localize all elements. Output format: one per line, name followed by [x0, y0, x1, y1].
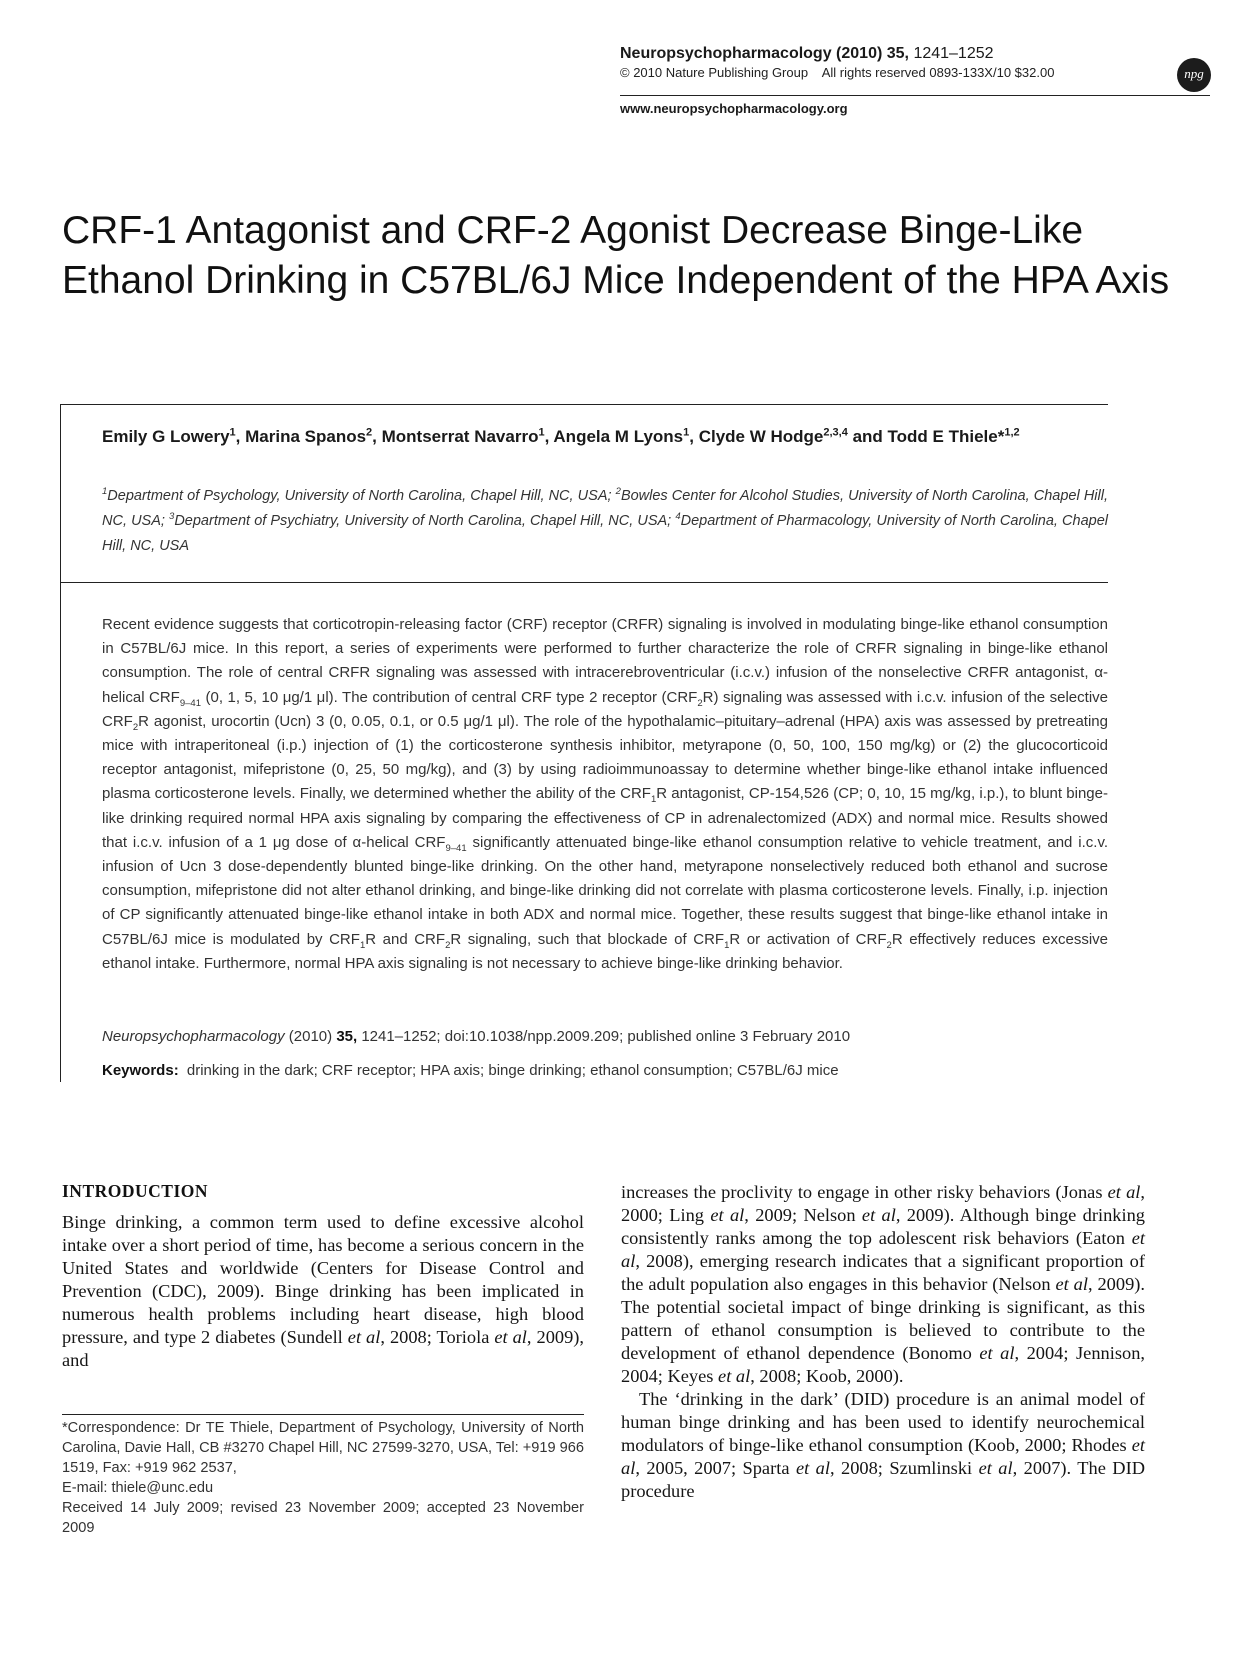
received-dates: Received 14 July 2009; revised 23 November 2009; accepted 23 November 2009 [62, 1500, 584, 1536]
body-text: , 2004; Jennison, 2004; Keyes [621, 1343, 1145, 1386]
abstract-subscript: 2 [886, 939, 892, 951]
abstract-subscript: 1 [650, 794, 657, 806]
author-separator: , [544, 427, 554, 446]
author-name: Todd E Thiele* [887, 427, 1005, 446]
et-al: et al [621, 1228, 1145, 1271]
article-title: CRF-1 Antagonist and CRF-2 Agonist Decrease Binge-Like Ethanol Drinking in C57BL/6J Mice Independent of the HPA Axis [62, 209, 1170, 302]
abstract-subscript: 1 [359, 939, 366, 951]
author-separator: , [235, 427, 246, 446]
header-divider [620, 95, 1210, 96]
author-affiliation-mark: 1,2 [1004, 426, 1020, 439]
author-affiliation-mark: 2,3,4 [823, 426, 848, 439]
citation-journal: Neuropsychopharmacology [102, 1028, 285, 1045]
abstract-text: R agonist, urocortin (Ucn) 3 (0, 0.05, 0.1, or 0.5 μg/1 μl). The role of the hypothalamic–pituitary–adrenal (HPA) axis was assessed by pretreating mice with intraperitoneal (i.p.) injection of (1) the corticosterone synthesis inhibitor, metyrapone (0, 50, 100, 150 mg/kg) or (2) the glucocorticoid receptor antagonist, mifepristone (0, 25, 50 mg/kg), and (3) by using radioimmunoassay to determine whether binge-like ethanol intake influenced plasma corticosterone levels. Finally, we determined whether the ability of the CRF [102, 712, 1108, 803]
keywords-label: Keywords: [102, 1062, 179, 1079]
author-name: Angela M Lyons [553, 427, 684, 446]
abstract-text: Recent evidence suggests that corticotropin-releasing factor (CRF) receptor (CRFR) signaling is involved in modulating binge-like ethanol consumption in C57BL/6J mice. In this report, a series of experiments were performed to further characterize the role of CRFR signaling in binge-like ethanol consumption. The role of central CRFR signaling was assessed with intracerebroventricular (i.c.v.) infusion of the nonselective CRFR antagonist, α-helical CRF [102, 616, 1108, 706]
abstract-subscript: 2 [132, 721, 139, 733]
intro-paragraph [621, 1388, 1145, 1503]
et-al: et al [861, 1205, 896, 1225]
et-al: et al [795, 1458, 830, 1478]
abstract-subscript: 1 [724, 939, 730, 951]
affiliation-mark: 2 [615, 486, 621, 498]
author-affiliation-mark: 1 [229, 426, 236, 439]
journal-pages: 1241–1252 [913, 45, 994, 62]
journal-line [620, 44, 1210, 64]
authors-bottom-divider [60, 582, 1108, 583]
body-text: , 2008; Koob, 2000). [750, 1366, 904, 1386]
footnote-divider [62, 1414, 584, 1415]
correspondence-email: E-mail: thiele@unc.edu [62, 1480, 214, 1496]
body-text: , 2009). Although binge drinking consistently ranks among the top adolescent risk behaviors (Eaton [621, 1205, 1145, 1248]
body-text: Binge drinking, a common term used to define excessive alcohol intake over a short period of time, has become a serious concern in the United States and worldwide (Centers for Disease Control and Prevention (CDC), 2009). Binge drinking has been implicated in numerous health problems including heart disease, high blood pressure, and type 2 diabetes (Sundell [62, 1212, 584, 1347]
author-separator: and [847, 427, 888, 446]
author-name: Clyde W Hodge [698, 427, 824, 446]
et-al: et al [1107, 1182, 1141, 1202]
body-text: The ‘drinking in the dark’ (DID) procedure is an animal model of human binge drinking and has been used to identify neurochemical modulators of binge-like ethanol consumption (Koob, 2000; Rhodes [621, 1389, 1145, 1455]
body-text: , 2008), emerging research indicates that a significant proportion of the adult population also engages in this behavior (Nelson [621, 1251, 1145, 1294]
affiliation-mark: 1 [102, 486, 108, 498]
abstract-subscript: 9–41 [445, 842, 467, 854]
intro-paragraph [62, 1211, 584, 1372]
copyright-line [620, 64, 1210, 82]
abstract-text: R signaling, such that blockade of CRF [450, 930, 725, 948]
affiliation-text: Department of Psychiatry, University of North Carolina, Chapel Hill, NC, USA; [174, 513, 676, 529]
abstract-subscript: 2 [697, 697, 703, 709]
et-al: et al [347, 1327, 381, 1347]
affiliation-text: Department of Pharmacology, University of North Carolina, Chapel Hill, NC, USA [102, 513, 1108, 554]
abstract-text: R and CRF [365, 930, 446, 948]
author-name: Marina Spanos [245, 427, 367, 446]
left-column-body [62, 1211, 584, 1372]
keywords-line [102, 1059, 1108, 1083]
body-text: , 2007). The DID procedure [621, 1458, 1145, 1501]
section-heading-introduction: INTRODUCTION [62, 1181, 209, 1201]
body-text: , 2005, 2007; Sparta [635, 1458, 796, 1478]
journal-name: Neuropsychopharmacology (2010) 35, [620, 45, 909, 62]
citation-volume: 35, [336, 1028, 358, 1045]
npg-logo: npg [1177, 58, 1211, 92]
abstract-side-rule [60, 582, 61, 1082]
copyright: © 2010 Nature Publishing Group [620, 65, 809, 80]
author-affiliation-mark: 1 [683, 426, 690, 439]
body-text: , 2009; Nelson [744, 1205, 862, 1225]
affiliation-mark: 4 [675, 511, 681, 523]
et-al: et al [494, 1327, 527, 1347]
abstract [102, 613, 1108, 976]
journal-header [620, 44, 1210, 82]
body-text: increases the proclivity to engage in other risky behaviors (Jonas [621, 1182, 1108, 1202]
body-text: , 2000; Ling [621, 1182, 1145, 1225]
author-separator: , [372, 427, 382, 446]
body-text: , 2009), and [62, 1327, 585, 1370]
abstract-text: R effectively reduces excessive ethanol intake. Furthermore, normal HPA axis signaling is not necessary to achieve binge-like drinking behavior. [102, 930, 1108, 972]
et-al: et al [978, 1458, 1013, 1478]
affiliation-text: Bowles Center for Alcohol Studies, University of North Carolina, Chapel Hill, NC, USA; [102, 488, 1108, 529]
rights-statement: All rights reserved 0893-133X/10 $32.00 [821, 65, 1055, 80]
journal-url-link[interactable]: www.neuropsychopharmacology.org [620, 101, 848, 116]
et-al: et al [710, 1205, 745, 1225]
citation-details: 1241–1252; doi:10.1038/npp.2009.209; published online 3 February 2010 [357, 1028, 851, 1045]
author-name: Emily G Lowery [102, 427, 230, 446]
et-al: et al [718, 1366, 751, 1386]
author-affiliation-mark: 1 [538, 426, 545, 439]
right-column-body [621, 1181, 1145, 1503]
correspondence-note: *Correspondence: Dr TE Thiele, Department of Psychology, University of North Carolina, Davie Hall, CB #3270 Chapel Hill, NC 27599-3270, USA, Tel: +919 966 1519, Fax: +919 962 2537, [62, 1420, 584, 1476]
abstract-text: R antagonist, CP-154,526 (CP; 0, 10, 15 mg/kg, i.p.), to blunt binge-like drinking required normal HPA axis signaling by comparing the effectiveness of CP in adrenalectomized (ADX) and normal mice. Results showed that i.c.v. infusion of a 1 μg dose of α-helical CRF [102, 785, 1108, 851]
abstract-text: R or activation of CRF [729, 930, 887, 948]
footnote [62, 1418, 584, 1538]
abstract-text: (0, 1, 5, 10 μg/1 μl). The contribution of central CRF type 2 receptor (CRF [201, 688, 698, 706]
abstract-subscript: 2 [445, 939, 451, 951]
citation-line [102, 1025, 1108, 1049]
intro-paragraph [621, 1181, 1145, 1388]
body-text: , 2008; Toriola [380, 1327, 495, 1347]
authors-top-divider [60, 404, 1108, 405]
author-separator: , [689, 427, 699, 446]
author-name: Montserrat Navarro [381, 427, 539, 446]
affiliation-text: Department of Psychology, University of North Carolina, Chapel Hill, NC, USA; [107, 488, 616, 504]
et-al: et al [1055, 1274, 1088, 1294]
keywords-text: drinking in the dark; CRF receptor; HPA axis; binge drinking; ethanol consumption; C57BL/6J mice [186, 1062, 839, 1079]
abstract-text: R) signaling was assessed with i.c.v. infusion of the selective CRF [102, 688, 1108, 730]
affiliation-mark: 3 [169, 511, 175, 523]
abstract-subscript: 9–41 [179, 697, 201, 709]
body-text: , 2008; Szumlinski [829, 1458, 979, 1478]
affiliation-list [102, 484, 1108, 559]
citation-year: (2010) [284, 1028, 337, 1045]
author-affiliation-mark: 2 [366, 426, 373, 439]
body-text: , 2009). The potential societal impact of binge drinking is significant, as this pattern of ethanol consumption is believed to contribute to the development of ethanol dependence (Bonomo [621, 1274, 1145, 1363]
abstract-text: significantly attenuated binge-like ethanol consumption relative to vehicle treatment, and i.c.v. infusion of Ucn 3 dose-dependently blunted binge-like drinking. On the other hand, metyrapone nonselectively reduced both ethanol and sucrose consumption, mifepristone did not alter ethanol drinking, and binge-like drinking did not correlate with plasma corticosterone levels. Finally, i.p. injection of CP significantly attenuated binge-like ethanol intake in both ADX and normal mice. Together, these results suggest that binge-like ethanol intake in C57BL/6J mice is modulated by CRF [102, 833, 1108, 948]
author-list [102, 425, 1102, 449]
et-al: et al [979, 1343, 1015, 1363]
et-al: et al [621, 1435, 1145, 1478]
